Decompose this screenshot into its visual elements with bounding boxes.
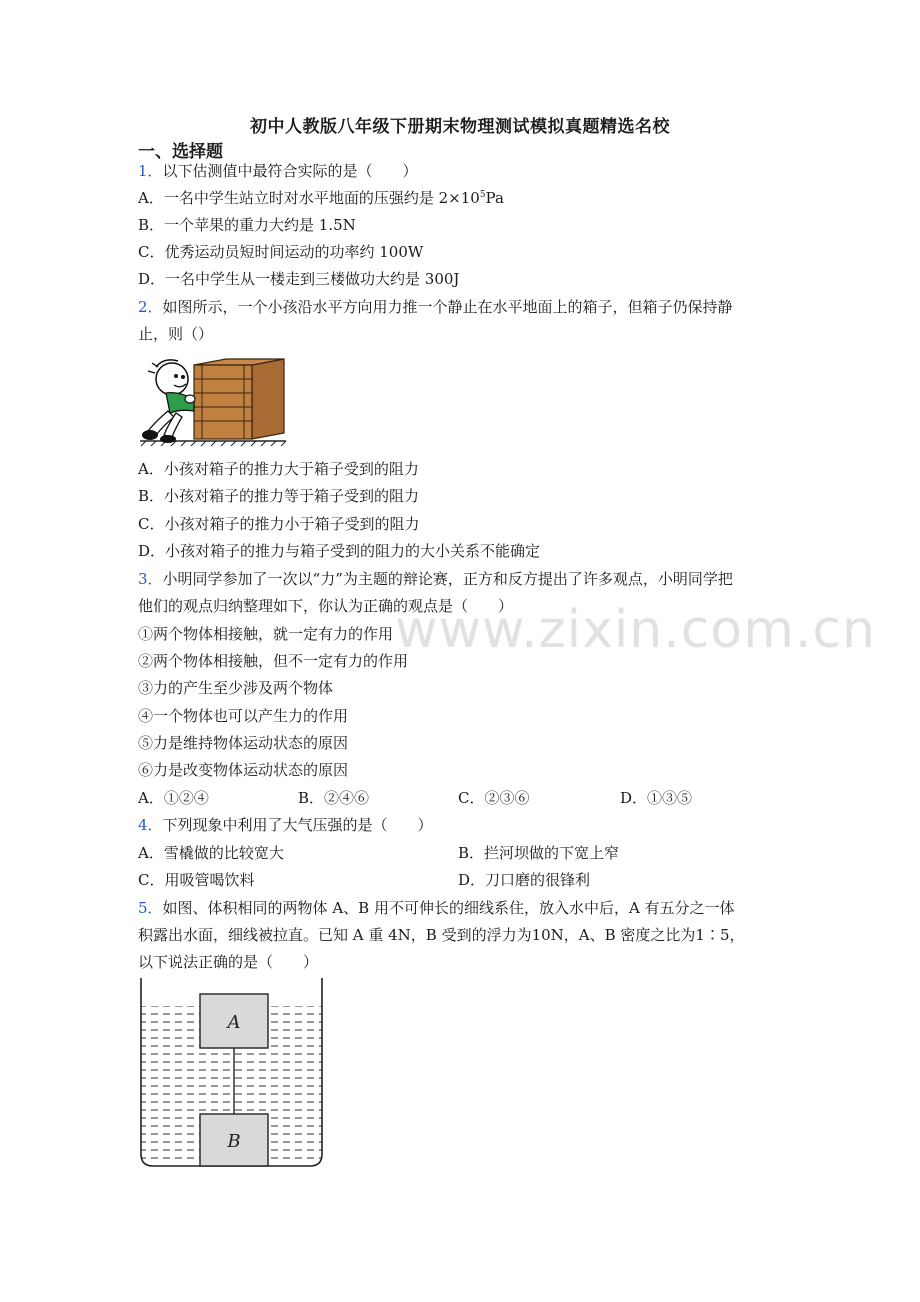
question-2-option-d: D．小孩对箱子的推力与箱子受到的阻力的大小关系不能确定 <box>138 542 541 560</box>
question-number: 3． <box>138 570 163 588</box>
question-number: 2． <box>138 298 163 316</box>
question-4-option-a: A．雪橇做的比较宽大 <box>138 844 284 862</box>
question-2-option-a: A．小孩对箱子的推力大于箱子受到的阻力 <box>138 460 419 478</box>
question-5-stem-cont-2: 以下说法正确的是（ ） <box>138 953 319 971</box>
question-2-stem-cont: 止，则（） <box>138 325 214 343</box>
question-number: 1． <box>138 162 163 180</box>
question-1-option-b: B．一个苹果的重力大约是 1.5N <box>138 216 356 234</box>
question-5-stem-cont: 积露出水面，细线被拉直。已知 A 重 4N，B 受到的浮力为10N，A、B 密度之比为1∶5， <box>138 926 745 944</box>
question-3-statement-3: ③力的产生至少涉及两个物体 <box>138 679 334 697</box>
child-pushing-box-figure <box>138 355 288 447</box>
block-a-label: A <box>227 1012 241 1033</box>
question-3-option-d: D．①③⑤ <box>620 789 693 807</box>
section-heading: 一、选择题 <box>138 142 223 162</box>
question-3-option-c: C．②③⑥ <box>458 789 530 807</box>
floating-blocks-figure <box>138 978 326 1170</box>
question-3-statement-6: ⑥力是改变物体运动状态的原因 <box>138 761 349 779</box>
question-1-option-c: C．优秀运动员短时间运动的功率约 100W <box>138 243 424 261</box>
question-3-statement-4: ④一个物体也可以产生力的作用 <box>138 707 349 725</box>
question-4-stem: 4．下列现象中利用了大气压强的是（ ） <box>138 816 433 834</box>
question-3-statement-1: ①两个物体相接触，就一定有力的作用 <box>138 625 394 643</box>
question-1-stem: 1．以下估测值中最符合实际的是（ ） <box>138 162 418 180</box>
question-2-option-b: B．小孩对箱子的推力等于箱子受到的阻力 <box>138 487 420 505</box>
question-3-option-b: B．②④⑥ <box>298 789 370 807</box>
question-3-stem-cont: 他们的观点归纳整理如下，你认为正确的观点是（ ） <box>138 597 514 615</box>
question-3-stem: 3．小明同学参加了一次以“力”为主题的辩论赛，正方和反方提出了许多观点，小明同学把 <box>138 570 733 588</box>
watermark: www.zixin.com.cn <box>395 600 876 660</box>
question-number: 5． <box>138 899 163 917</box>
question-3-statement-2: ②两个物体相接触，但不一定有力的作用 <box>138 652 409 670</box>
question-4-option-c: C．用吸管喝饮料 <box>138 871 255 889</box>
question-3-option-a: A．①②④ <box>138 789 209 807</box>
question-3-statement-5: ⑤力是维持物体运动状态的原因 <box>138 734 349 752</box>
question-1-option-d: D．一名中学生从一楼走到三楼做功大约是 300J <box>138 270 460 288</box>
question-number: 4． <box>138 816 163 834</box>
question-2-option-c: C．小孩对箱子的推力小于箱子受到的阻力 <box>138 515 420 533</box>
question-4-option-b: B．拦河坝做的下宽上窄 <box>458 844 620 862</box>
question-5-stem: 5．如图、体积相同的两物体 A、B 用不可伸长的细线系住，放入水中后，A 有五分之一体 <box>138 899 735 917</box>
question-4-option-d: D．刀口磨的很锋利 <box>458 871 591 889</box>
page-title: 初中人教版八年级下册期末物理测试模拟真题精选名校 <box>250 117 670 137</box>
question-1-option-a: A．一名中学生站立时对水平地面的压强约是 $2\times 10^5Pa$ <box>138 189 504 207</box>
question-2-stem: 2．如图所示，一个小孩沿水平方向用力推一个静止在水平地面上的箱子，但箱子仍保持静 <box>138 298 733 316</box>
block-b-label: B <box>227 1131 241 1152</box>
